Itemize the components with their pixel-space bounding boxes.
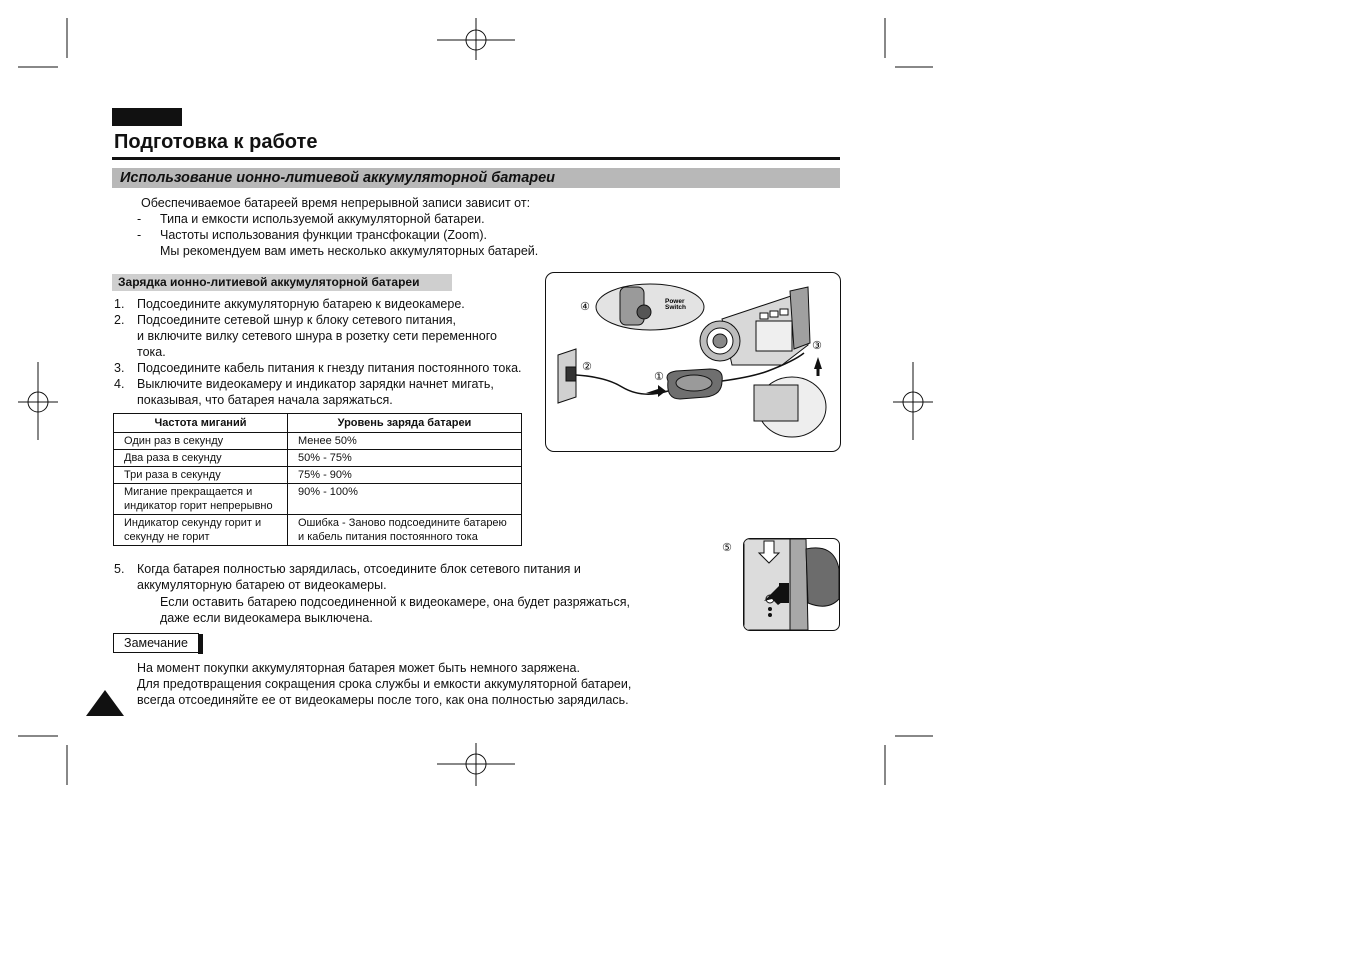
- table-row: [114, 450, 522, 467]
- charge-indicator-table: [113, 413, 522, 546]
- charge-level: и кабель питания постоянного тока: [298, 531, 478, 543]
- blink-frequency: Три раза в секунду: [124, 469, 221, 481]
- blink-frequency: Один раз в секунду: [124, 435, 224, 447]
- step-text: Подсоедините кабель питания к гнезду питания постоянного тока.: [137, 361, 522, 375]
- step-text: тока.: [137, 345, 166, 359]
- charge-level: Менее 50%: [298, 435, 357, 447]
- table-row: [114, 484, 522, 515]
- page-title: Подготовка к работе: [114, 131, 318, 153]
- table-row: [114, 467, 522, 484]
- charging-illustration: [545, 272, 841, 452]
- step-marker: ⑤: [722, 542, 732, 554]
- step-number: 3.: [114, 361, 125, 375]
- table-cell: [114, 484, 288, 515]
- step-text: даже если видеокамера выключена.: [160, 611, 373, 625]
- note-line: На момент покупки аккумуляторная батарея может быть немного заряжена.: [137, 661, 580, 675]
- step-text: Выключите видеокамеру и индикатор зарядки начнет мигать,: [137, 377, 494, 391]
- step-text: показывая, что батарея начала заряжаться.: [137, 393, 393, 407]
- table-cell: [288, 484, 522, 515]
- power-switch-label: Power: [665, 298, 685, 305]
- note-label: Замечание: [113, 633, 199, 653]
- camcorder-charging-drawing: [546, 273, 840, 451]
- intro-bullet: Типа и емкости используемой аккумуляторной батареи.: [160, 212, 485, 226]
- step-text: Если оставить батарею подсоединенной к видеокамере, она будет разряжаться,: [160, 595, 630, 609]
- step-marker: ①: [654, 370, 664, 383]
- table-cell: [288, 433, 522, 450]
- blink-frequency: Два раза в секунду: [124, 452, 222, 464]
- battery-release-drawing: [744, 539, 839, 630]
- intro-recommend: Мы рекомендуем вам иметь несколько аккумуляторных батарей.: [160, 244, 539, 258]
- table-header-row: [114, 414, 522, 433]
- step-number: 1.: [114, 297, 125, 311]
- step-text: аккумуляторную батарею от видеокамеры.: [137, 578, 387, 592]
- blink-frequency: Индикатор секунду горит и: [124, 517, 262, 529]
- page-corner-triangle: [86, 690, 124, 716]
- table-cell: [288, 450, 522, 467]
- table-cell: [114, 515, 288, 546]
- blink-frequency: Мигание прекращается и: [124, 486, 253, 498]
- power-switch-label: Switch: [665, 304, 686, 311]
- step-text: Подсоедините аккумуляторную батарею к видеокамере.: [137, 297, 465, 311]
- intro-bullet-dash: -: [137, 228, 142, 242]
- title-rule: [112, 157, 840, 160]
- section-title: Использование ионно-литиевой аккумуляторной батареи: [120, 170, 556, 186]
- table-cell: [114, 450, 288, 467]
- step-text: и включите вилку сетевого шнура в розетку сети переменного: [137, 329, 497, 343]
- blink-frequency: секунду не горит: [124, 531, 210, 543]
- step-number: 2.: [114, 313, 125, 327]
- subsection-title: Зарядка ионно-литиевой аккумуляторной батареи: [118, 275, 420, 289]
- table-row: [114, 433, 522, 450]
- step-number: 4.: [114, 377, 125, 391]
- note-line: всегда отсоединяйте ее от видеокамеры после того, как она полностью зарядилась.: [137, 693, 629, 707]
- charge-level: 90% - 100%: [298, 486, 358, 498]
- intro-lead: Обеспечиваемое батареей время непрерывной записи зависит от:: [141, 196, 531, 210]
- step-text: Подсоедините сетевой шнур к блоку сетевого питания,: [137, 313, 457, 327]
- table-header: Уровень заряда батареи: [288, 414, 522, 433]
- charge-level: 75% - 90%: [298, 469, 352, 481]
- table-header: Частота миганий: [114, 414, 288, 433]
- intro-bullet: Частоты использования функции трансфокации (Zoom).: [160, 228, 488, 242]
- charge-level: 50% - 75%: [298, 452, 352, 464]
- page-tab-marker: [112, 108, 182, 126]
- intro-bullet-dash: -: [137, 212, 142, 226]
- table-row: [114, 515, 522, 546]
- table-cell: [114, 467, 288, 484]
- step-text: Когда батарея полностью зарядилась, отсоедините блок сетевого питания и: [137, 562, 581, 576]
- step-number: 5.: [114, 562, 125, 576]
- table-cell: [114, 433, 288, 450]
- step-marker: ②: [582, 360, 592, 373]
- step-marker: ④: [580, 300, 590, 313]
- table-cell: [288, 515, 522, 546]
- charge-level: Ошибка - Заново подсоедините батарею: [298, 517, 507, 529]
- step-marker: ③: [812, 339, 822, 352]
- blink-frequency: индикатор горит непрерывно: [124, 500, 273, 512]
- table-cell: [288, 467, 522, 484]
- battery-release-illustration: [743, 538, 840, 631]
- note-line: Для предотвращения сокращения срока службы и емкости аккумуляторной батареи,: [137, 677, 632, 691]
